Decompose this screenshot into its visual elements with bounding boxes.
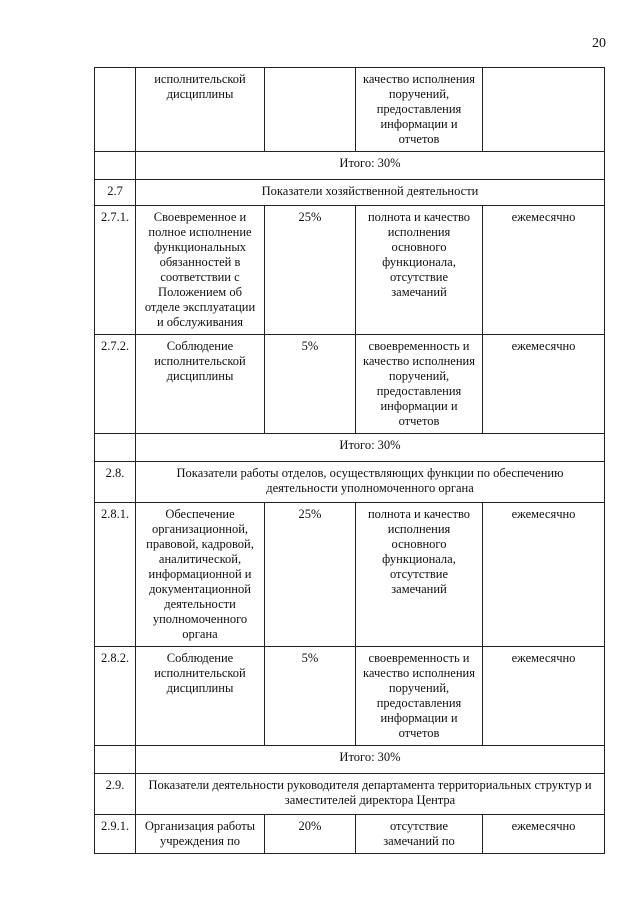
total-row xyxy=(95,746,605,774)
section-title-text: Показатели хозяйственной деятельности xyxy=(261,184,479,198)
section-title-text: Показатели деятельности руководителя департамента территориальных структур и заместителей директора Центра xyxy=(148,778,592,807)
indicator-name xyxy=(136,68,265,152)
indicator-name xyxy=(136,503,265,647)
frequency xyxy=(483,503,605,647)
indicator-name-text: Обеспечение организационной, правовой, кадровой, аналитической, информационной и документационной деятельности уполномоченного органа xyxy=(146,507,254,641)
row-number xyxy=(95,815,136,854)
section-row xyxy=(95,462,605,503)
total-label xyxy=(136,152,605,180)
evaluation-criteria xyxy=(356,815,483,854)
indicator-weight xyxy=(265,503,356,647)
section-number xyxy=(95,774,136,815)
frequency-text: ежемесячно xyxy=(511,651,576,665)
frequency xyxy=(483,68,605,152)
total-label xyxy=(136,746,605,774)
evaluation-criteria-text: своевременность и качество исполнения поручений, предоставления информации и отчетов xyxy=(363,651,475,740)
row-number xyxy=(95,68,136,152)
evaluation-criteria xyxy=(356,503,483,647)
section-row xyxy=(95,774,605,815)
row-number-text: 2.9.1. xyxy=(100,819,130,833)
evaluation-criteria-text: отсутствие замечаний по xyxy=(383,819,455,848)
frequency xyxy=(483,335,605,434)
row-number xyxy=(95,206,136,335)
section-title xyxy=(136,462,605,503)
indicator-name xyxy=(136,206,265,335)
indicator-weight-text: 20% xyxy=(298,819,322,833)
page-number: 20 xyxy=(592,36,606,51)
total-label xyxy=(136,434,605,462)
evaluation-criteria-text: полнота и качество исполнения основного функционала, отсутствие замечаний xyxy=(367,507,471,596)
section-number xyxy=(95,180,136,206)
evaluation-criteria-text: своевременность и качество исполнения поручений, предоставления информации и отчетов xyxy=(363,339,475,428)
total-label-text: Итого: 30% xyxy=(339,750,401,764)
section-title xyxy=(136,774,605,815)
table-row xyxy=(95,503,605,647)
frequency xyxy=(483,647,605,746)
section-title-text: Показатели работы отделов, осуществляющих функции по обеспечению деятельности уполномоченного органа xyxy=(176,466,564,495)
evaluation-criteria-text: качество исполнения поручений, предоставления информации и отчетов xyxy=(363,72,475,146)
row-number-text: 2.8.2. xyxy=(100,651,130,665)
indicator-name-text: Организация работы учреждения по xyxy=(144,819,256,848)
table-row xyxy=(95,206,605,335)
indicator-name-text: Соблюдение исполнительской дисциплины xyxy=(154,339,246,383)
section-number-text: 2.8. xyxy=(105,466,125,480)
frequency xyxy=(483,815,605,854)
table-row xyxy=(95,647,605,746)
row-number-text: 2.7.2. xyxy=(100,339,130,353)
evaluation-criteria-text: полнота и качество исполнения основного функционала, отсутствие замечаний xyxy=(367,210,471,299)
total-row xyxy=(95,152,605,180)
indicator-weight xyxy=(265,335,356,434)
table-row xyxy=(95,68,605,152)
evaluation-criteria xyxy=(356,335,483,434)
row-number-text: 2.8.1. xyxy=(100,507,130,521)
total-label-text: Итого: 30% xyxy=(339,156,401,170)
frequency-text: ежемесячно xyxy=(511,210,576,224)
indicator-weight-text: 5% xyxy=(301,339,319,353)
frequency xyxy=(483,206,605,335)
section-number-text: 2.9. xyxy=(105,778,125,792)
row-number xyxy=(95,335,136,434)
total-row xyxy=(95,434,605,462)
evaluation-criteria xyxy=(356,206,483,335)
evaluation-criteria xyxy=(356,68,483,152)
row-number xyxy=(95,647,136,746)
indicator-weight xyxy=(265,68,356,152)
section-title xyxy=(136,180,605,206)
section-number-text: 2.7 xyxy=(107,184,123,198)
indicator-weight-text: 25% xyxy=(298,210,322,224)
indicator-name xyxy=(136,815,265,854)
indicator-weight-text: 5% xyxy=(301,651,319,665)
criteria-table xyxy=(94,67,605,854)
indicator-name-text: Своевременное и полное исполнение функциональных обязанностей в соответствии с Положением об отделе эксплуатации и обслуживания xyxy=(144,210,256,329)
indicator-weight xyxy=(265,647,356,746)
frequency-text: ежемесячно xyxy=(511,507,576,521)
frequency-text: ежемесячно xyxy=(511,819,576,833)
section-number xyxy=(95,462,136,503)
frequency-text: ежемесячно xyxy=(511,339,576,353)
indicator-name xyxy=(136,335,265,434)
indicator-weight xyxy=(265,815,356,854)
table-row xyxy=(95,335,605,434)
table-row xyxy=(95,815,605,854)
indicator-name xyxy=(136,647,265,746)
empty-cell xyxy=(95,746,136,774)
row-number xyxy=(95,503,136,647)
empty-cell xyxy=(95,152,136,180)
section-row xyxy=(95,180,605,206)
indicator-name-text: исполнительской дисциплины xyxy=(154,72,246,101)
indicator-name-text: Соблюдение исполнительской дисциплины xyxy=(154,651,246,695)
evaluation-criteria xyxy=(356,647,483,746)
empty-cell xyxy=(95,434,136,462)
row-number-text: 2.7.1. xyxy=(100,210,130,224)
indicator-weight-text: 25% xyxy=(298,507,322,521)
indicator-weight xyxy=(265,206,356,335)
total-label-text: Итого: 30% xyxy=(339,438,401,452)
